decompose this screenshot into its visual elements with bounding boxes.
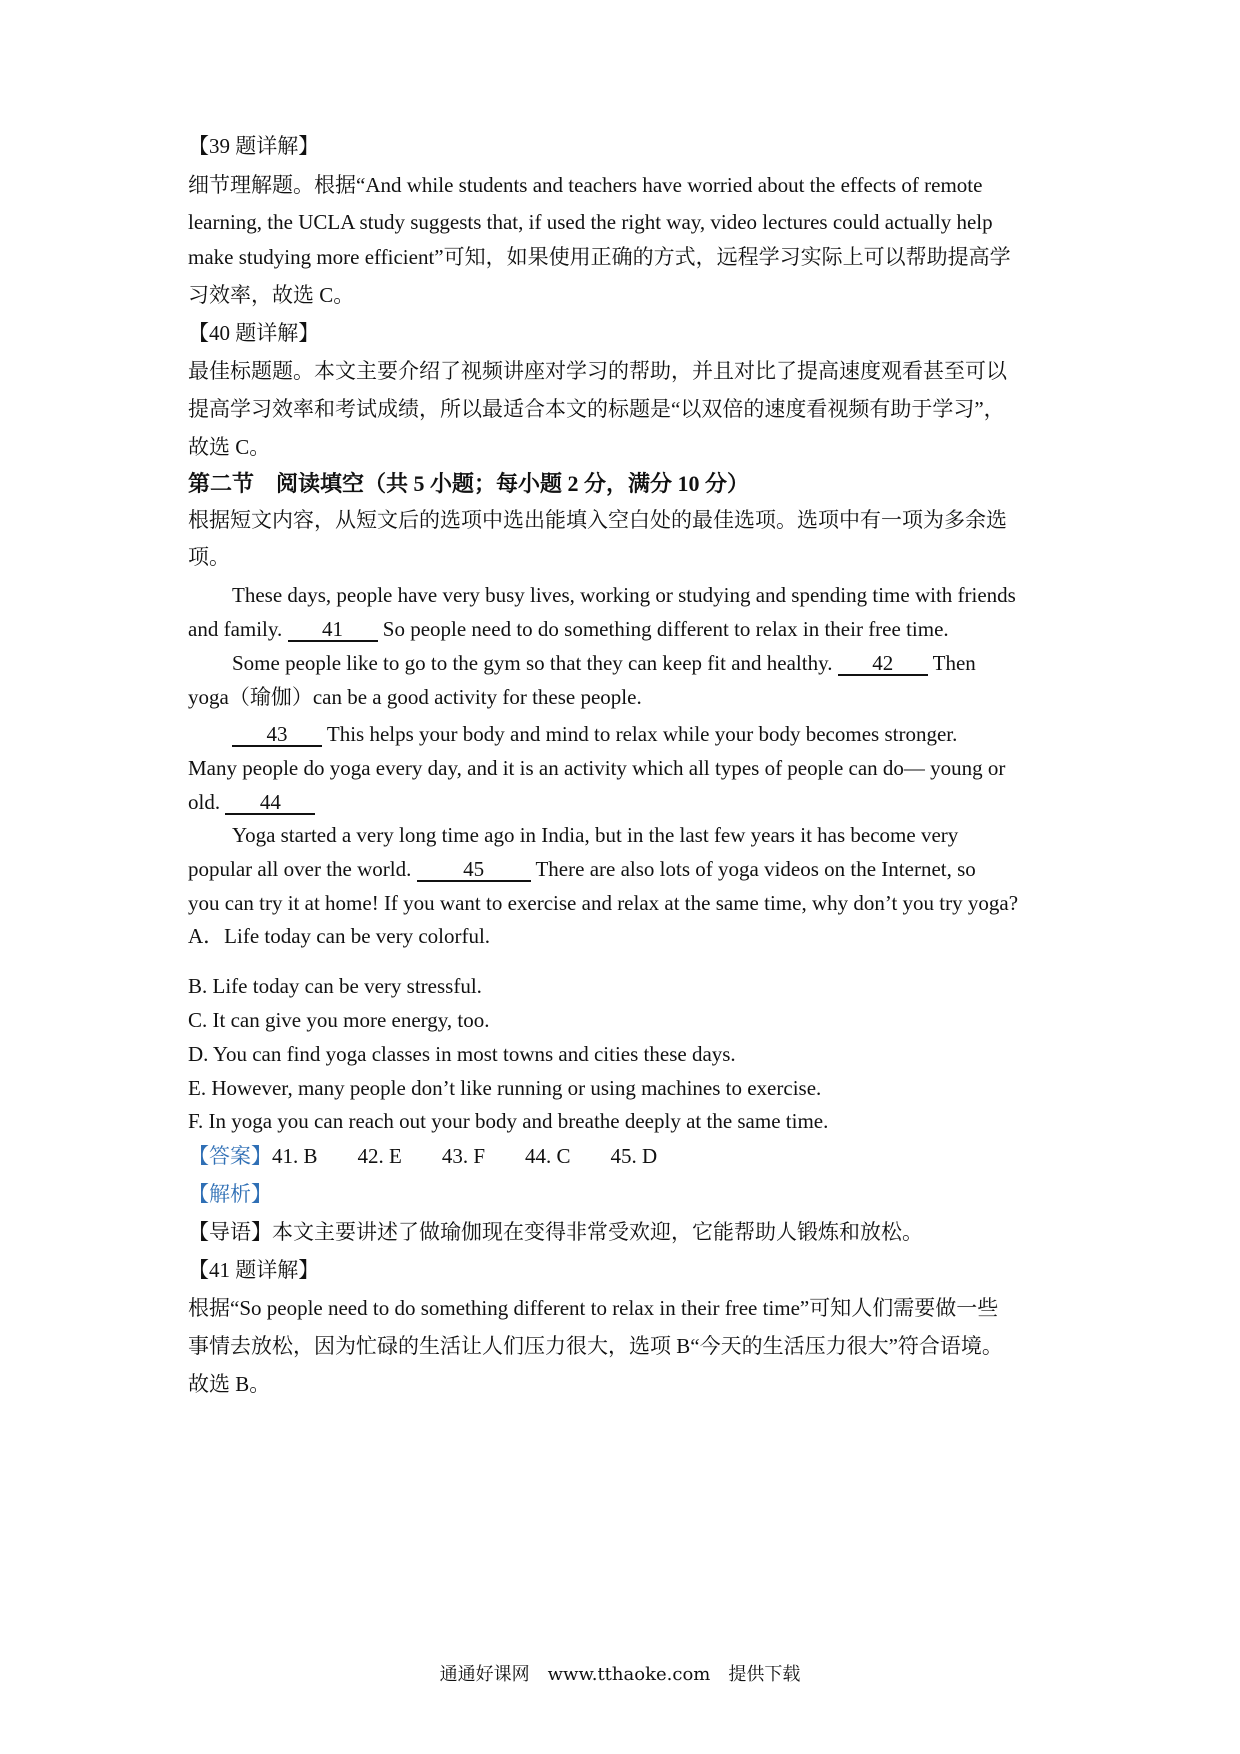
- blank-44: 44: [225, 791, 315, 815]
- option-b: B. Life today can be very stressful.: [188, 974, 482, 998]
- page-footer: 通通好课网 www.tthaoke.com 提供下载: [439, 1664, 801, 1685]
- section-title: 第二节 阅读填空（共 5 小题；每小题 2 分，满分 10 分）: [188, 471, 750, 496]
- q39-line-2: learning, the UCLA study suggests that, if used the right way, video lectures could actually help: [188, 210, 993, 234]
- q40-header: 【40 题详解】: [188, 321, 320, 345]
- option-f: F. In yoga you can reach out your body and breathe deeply at the same time.: [188, 1109, 829, 1133]
- section-instructions-1: 根据短文内容，从短文后的选项中选出能填入空白处的最佳选项。选项中有一项为多余选: [188, 508, 1007, 532]
- passage-text: Then: [932, 651, 976, 675]
- q41-line-2: 事情去放松，因为忙碌的生活让人们压力很大，选项 B“今天的生活压力很大”符合语境。: [188, 1334, 1003, 1358]
- passage-text: old.: [188, 790, 221, 814]
- passage-text: popular all over the world.: [188, 857, 412, 881]
- blank-42: 42: [838, 652, 928, 676]
- blank-45: 45: [417, 858, 531, 882]
- passage-p2-line-1: [232, 648, 1112, 678]
- option-c: C. It can give you more energy, too.: [188, 1008, 490, 1032]
- q41-line-1: 根据“So people need to do something different to relax in their free time”可知人们需要做一些: [188, 1296, 999, 1320]
- q39-header: 【39 题详解】: [188, 134, 320, 158]
- option-a: A．Life today can be very colorful.: [188, 924, 491, 948]
- q40-line-3: 故选 C。: [188, 435, 271, 459]
- passage-p3-line-1: [232, 719, 1112, 749]
- passage-text: There are also lots of yoga videos on the Internet, so: [535, 857, 976, 881]
- passage-text: This helps your body and mind to relax while your body becomes stronger.: [326, 722, 958, 746]
- passage-p1-line-2: [188, 614, 1068, 644]
- answer-item: 45. D: [610, 1144, 658, 1168]
- option-d: D. You can find yoga classes in most towns and cities these days.: [188, 1042, 736, 1066]
- passage-p4-line-2: [188, 854, 1068, 884]
- passage-p4-line-1: Yoga started a very long time ago in India, but in the last few years it has become very: [232, 823, 959, 847]
- passage-p3-line-3: [188, 787, 1068, 817]
- passage-p2-line-2: yoga（瑜伽）can be a good activity for these people.: [188, 685, 642, 709]
- answer-item: 41. B: [272, 1144, 318, 1168]
- passage-p1-line-1: These days, people have very busy lives, working or studying and spending time with friends: [232, 583, 1016, 607]
- q39-line-4: 习效率，故选 C。: [188, 283, 355, 307]
- q41-header: 【41 题详解】: [188, 1258, 320, 1282]
- answer-label: 【答案】: [188, 1144, 272, 1168]
- q40-line-1: 最佳标题题。本文主要介绍了视频讲座对学习的帮助，并且对比了提高速度观看甚至可以: [188, 359, 1007, 383]
- q39-line-1: 细节理解题。根据“And while students and teachers have worried about the effects of remote: [188, 173, 983, 197]
- answer-item: 43. F: [441, 1144, 486, 1168]
- blank-43: 43: [232, 723, 322, 747]
- passage-p3-line-2: Many people do yoga every day, and it is an activity which all types of people can do— young or: [188, 756, 1006, 780]
- q40-line-2: 提高学习效率和考试成绩，所以最适合本文的标题是“以双倍的速度看视频有助于学习”，: [188, 397, 1005, 421]
- passage-p4-line-3: you can try it at home! If you want to exercise and relax at the same time, why don’t you try yoga?: [188, 891, 1019, 915]
- answer-line: [188, 1141, 1068, 1171]
- answer-item: 42. E: [357, 1144, 402, 1168]
- q39-line-3: make studying more efficient”可知，如果使用正确的方式，远程学习实际上可以帮助提高学: [188, 245, 1011, 269]
- section-instructions-2: 项。: [188, 545, 230, 569]
- q41-line-3: 故选 B。: [188, 1372, 271, 1396]
- passage-text: Some people like to go to the gym so that they can keep fit and healthy.: [232, 651, 833, 675]
- option-e: E. However, many people don’t like running or using machines to exercise.: [188, 1076, 822, 1100]
- analysis-label: 【解析】: [188, 1182, 272, 1206]
- blank-41: 41: [288, 618, 378, 642]
- passage-text: So people need to do something different to relax in their free time.: [382, 617, 949, 641]
- answer-item: 44. C: [525, 1144, 571, 1168]
- guide-line: 【导语】本文主要讲述了做瑜伽现在变得非常受欢迎，它能帮助人锻炼和放松。: [188, 1220, 923, 1244]
- passage-text: and family.: [188, 617, 283, 641]
